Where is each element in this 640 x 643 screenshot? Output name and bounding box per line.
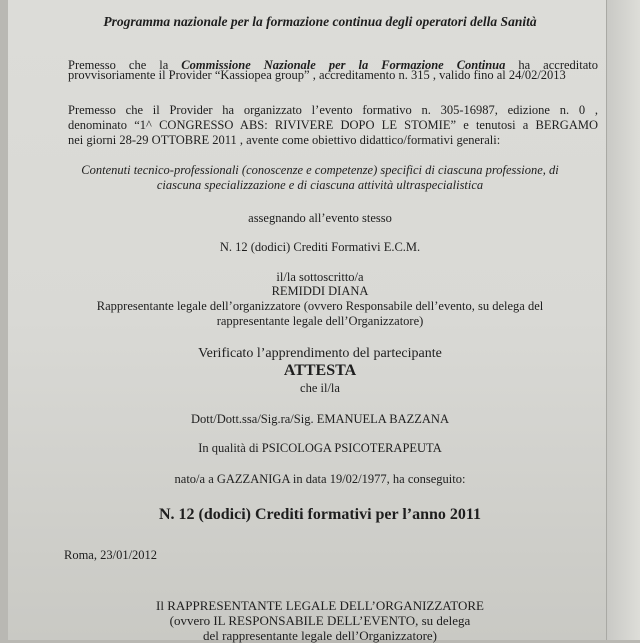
attesta-heading: ATTESTA xyxy=(283,362,357,379)
qualification: In qualità di PSICOLOGA PSICOTERAPEUTA xyxy=(198,441,442,455)
signatory-role-line2: rappresentante legale dell’Organizzatore) xyxy=(216,314,424,328)
participant-name: Dott/Dott.ssa/Sig.ra/Sig. EMANUELA BAZZANA xyxy=(191,412,449,426)
footer-line3: del rappresentante legale dell’Organizzatore) xyxy=(203,628,437,643)
place-date: Roma, 23/01/2012 xyxy=(64,548,158,562)
signatory-role-line1: Rappresentante legale dell’organizzatore (ovvero Responsabile dell’evento, su delega del xyxy=(96,299,544,313)
p1-text: Premesso che la xyxy=(68,58,169,72)
commission-name: Commissione Nazionale per la Formazione Continua xyxy=(181,58,506,72)
p1-line2: provvisoriamente il Provider “Kassiopea group” , accreditamento n. 315 , valido fino al 24/02/2013 xyxy=(68,68,566,82)
signatory-name: REMIDDI DIANA xyxy=(271,284,369,298)
p1-text: ha accreditato xyxy=(518,58,598,72)
p2-line2: denominato “1^ CONGRESSO ABS: RIVIVERE DOPO LE STOMIE” e tenutosi a BERGAMO xyxy=(68,118,598,132)
assegnando-text: assegnando all’evento stesso xyxy=(248,211,392,225)
p2-line1: Premesso che il Provider ha organizzato l’evento formativo n. 305-16987, edizione n. 0 , xyxy=(68,103,598,117)
credits-awarded: N. 12 (dodici) Crediti formativi per l’anno 2011 xyxy=(158,506,482,523)
footer-line2: (ovvero IL RESPONSABILE DELL’EVENTO, su delega xyxy=(169,613,471,628)
che-text: che il/la xyxy=(300,381,340,395)
header-title: Programma nazionale per la formazione continua degli operatori della Sanità xyxy=(103,14,537,29)
signatory-intro: il/la sottoscritto/a xyxy=(276,270,364,284)
footer-line1: Il RAPPRESENTANTE LEGALE DELL’ORGANIZZATORE xyxy=(156,598,484,613)
verificato-text: Verificato l’apprendimento del partecipante xyxy=(198,346,442,361)
objective-line2: ciascuna specializzazione e di ciascuna attività ultraspecialistica xyxy=(156,178,484,192)
credits-line: N. 12 (dodici) Crediti Formativi E.C.M. xyxy=(219,240,421,254)
objective-line1: Contenuti tecnico-professionali (conoscenze e competenze) specifici di ciascuna professione, di xyxy=(81,163,559,177)
p2-line3: nei giorni 28-29 OTTOBRE 2011 , avente come obiettivo didattico/formativi generali: xyxy=(68,133,501,147)
birth-info: nato/a a GAZZANIGA in data 19/02/1977, ha conseguito: xyxy=(174,472,466,486)
